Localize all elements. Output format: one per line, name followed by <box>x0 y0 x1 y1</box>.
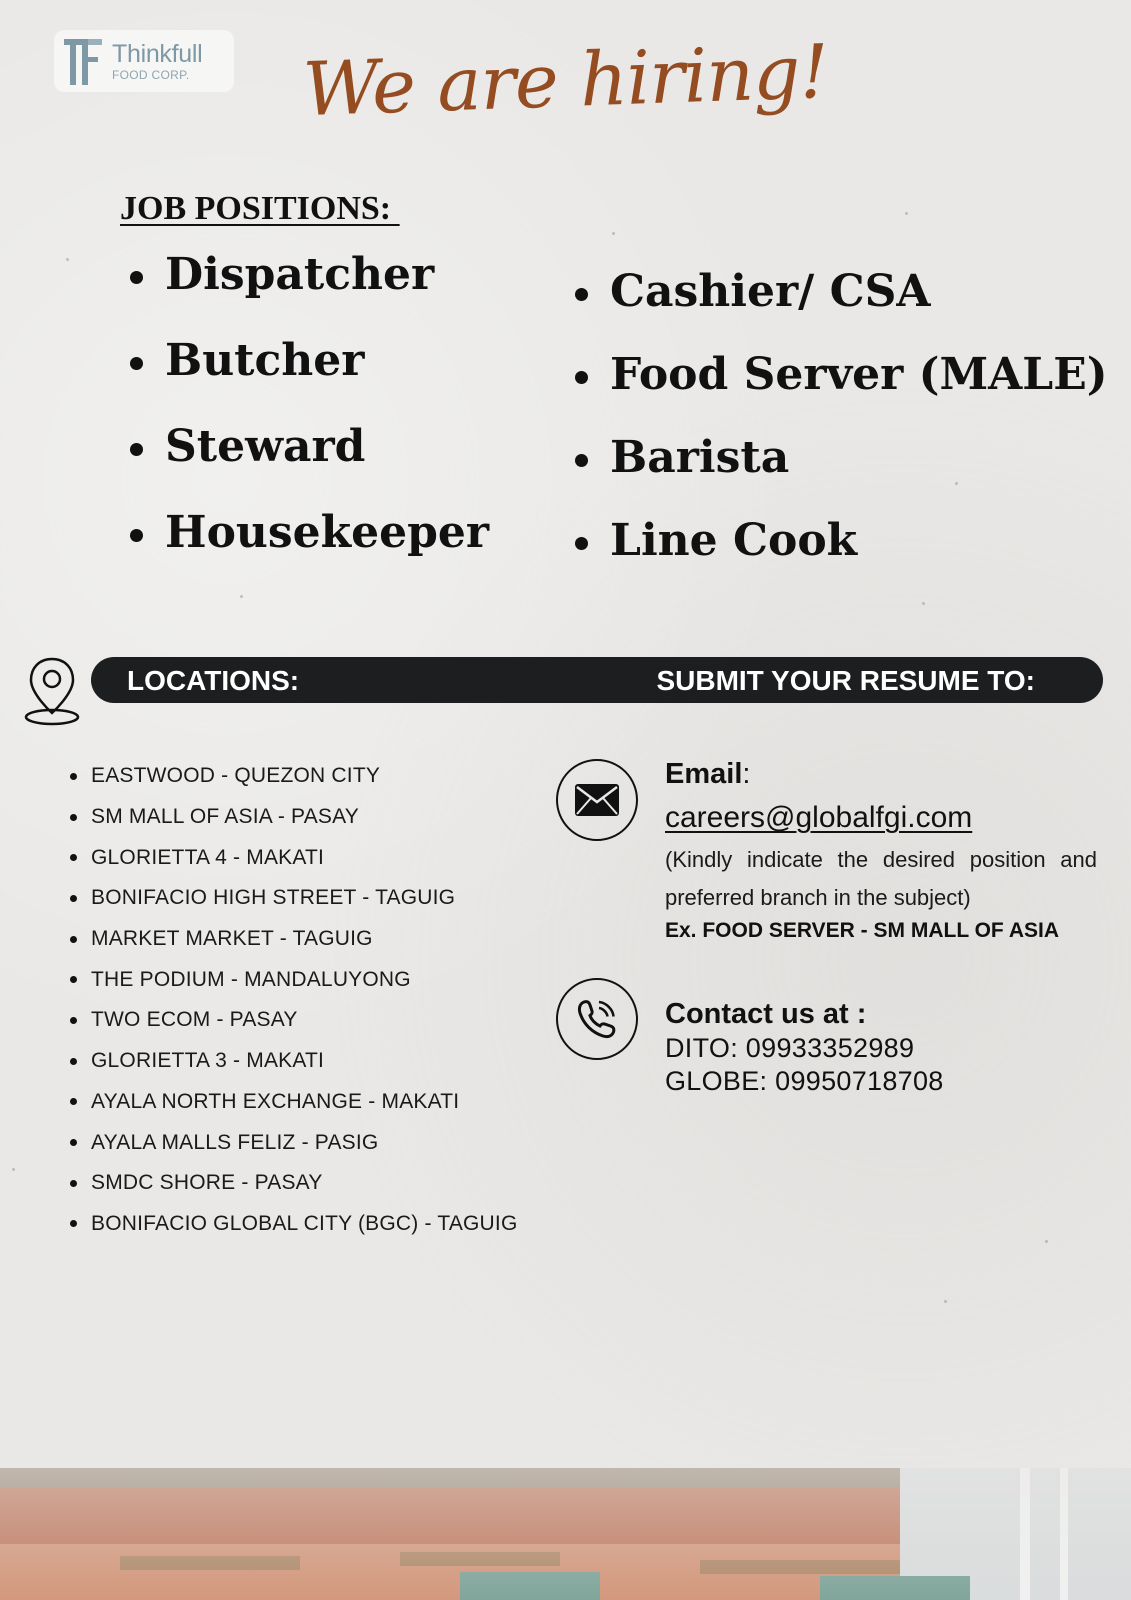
location-item: MARKET MARKET - TAGUIG <box>70 919 518 960</box>
job-item: Butcher <box>130 331 489 417</box>
bullet-icon <box>70 1180 77 1187</box>
location-pin-icon <box>22 655 82 729</box>
bullet-icon <box>70 895 77 902</box>
bullet-icon <box>70 814 77 821</box>
bullet-icon <box>70 773 77 780</box>
section-banner <box>91 657 1103 703</box>
location-item: AYALA NORTH EXCHANGE - MAKATI <box>70 1082 518 1123</box>
job-item: Dispatcher <box>130 245 489 331</box>
bullet-icon <box>70 1220 77 1227</box>
submit-resume-heading: SUBMIT YOUR RESUME TO: <box>656 665 1035 696</box>
job-item: Steward <box>130 417 489 503</box>
bullet-icon <box>575 371 588 384</box>
locations-heading: LOCATIONS: <box>127 665 300 696</box>
globe-number[interactable]: GLOBE: 09950718708 <box>665 1066 944 1096</box>
bullet-icon <box>70 1058 77 1065</box>
bullet-icon <box>130 271 143 284</box>
location-item: GLORIETTA 3 - MAKATI <box>70 1041 518 1082</box>
bullet-icon <box>130 529 143 542</box>
phone-icon-circle <box>556 978 638 1060</box>
bullet-icon <box>70 854 77 861</box>
email-subject-example: Ex. FOOD SERVER - SM MALL OF ASIA <box>665 919 1059 942</box>
bullet-icon <box>130 443 143 456</box>
email-icon-circle <box>556 759 638 841</box>
locations-list <box>70 756 518 1244</box>
bullet-icon <box>70 1139 77 1146</box>
envelope-icon <box>574 783 620 817</box>
restaurant-photo <box>0 1468 1131 1600</box>
bullet-icon <box>575 454 588 467</box>
location-item: BONIFACIO HIGH STREET - TAGUIG <box>70 878 518 919</box>
logo-subtitle: FOOD CORP. <box>112 67 190 82</box>
email-label: Email: <box>665 758 751 790</box>
job-item: Barista <box>575 428 1108 511</box>
location-item: AYALA MALLS FELIZ - PASIG <box>70 1122 518 1163</box>
job-item: Line Cook <box>575 511 1108 594</box>
contact-label: Contact us at : <box>665 998 867 1030</box>
location-item: SMDC SHORE - PASAY <box>70 1163 518 1204</box>
location-item: EASTWOOD - QUEZON CITY <box>70 756 518 797</box>
job-list-right <box>575 262 1108 594</box>
job-item: Cashier/ CSA <box>575 262 1108 345</box>
bullet-icon <box>575 288 588 301</box>
contact-section <box>665 998 944 1097</box>
job-list-left <box>130 245 489 589</box>
job-item: Housekeeper <box>130 503 489 589</box>
bullet-icon <box>70 1017 77 1024</box>
bullet-icon <box>70 936 77 943</box>
logo-name: Thinkfull <box>112 39 203 68</box>
location-item: TWO ECOM - PASAY <box>70 1000 518 1041</box>
dito-number[interactable]: DITO: 09933352989 <box>665 1033 915 1063</box>
job-positions-title: JOB POSITIONS: <box>120 190 400 227</box>
bullet-icon <box>575 537 588 550</box>
page-headline: We are hiring! <box>301 28 830 134</box>
location-item: SM MALL OF ASIA - PASAY <box>70 797 518 838</box>
location-item: GLORIETTA 4 - MAKATI <box>70 837 518 878</box>
job-item: Food Server (MALE) <box>575 345 1108 428</box>
phone-icon <box>575 997 619 1041</box>
email-address-link[interactable]: careers@globalfgi.com <box>665 801 973 834</box>
bullet-icon <box>70 1098 77 1105</box>
location-item: BONIFACIO GLOBAL CITY (BGC) - TAGUIG <box>70 1204 518 1245</box>
bullet-icon <box>70 976 77 983</box>
email-instructions: (Kindly indicate the desired position and preferred branch in the subject) <box>665 847 1097 910</box>
bullet-icon <box>130 357 143 370</box>
location-item: THE PODIUM - MANDALUYONG <box>70 959 518 1000</box>
email-section <box>665 758 1097 943</box>
